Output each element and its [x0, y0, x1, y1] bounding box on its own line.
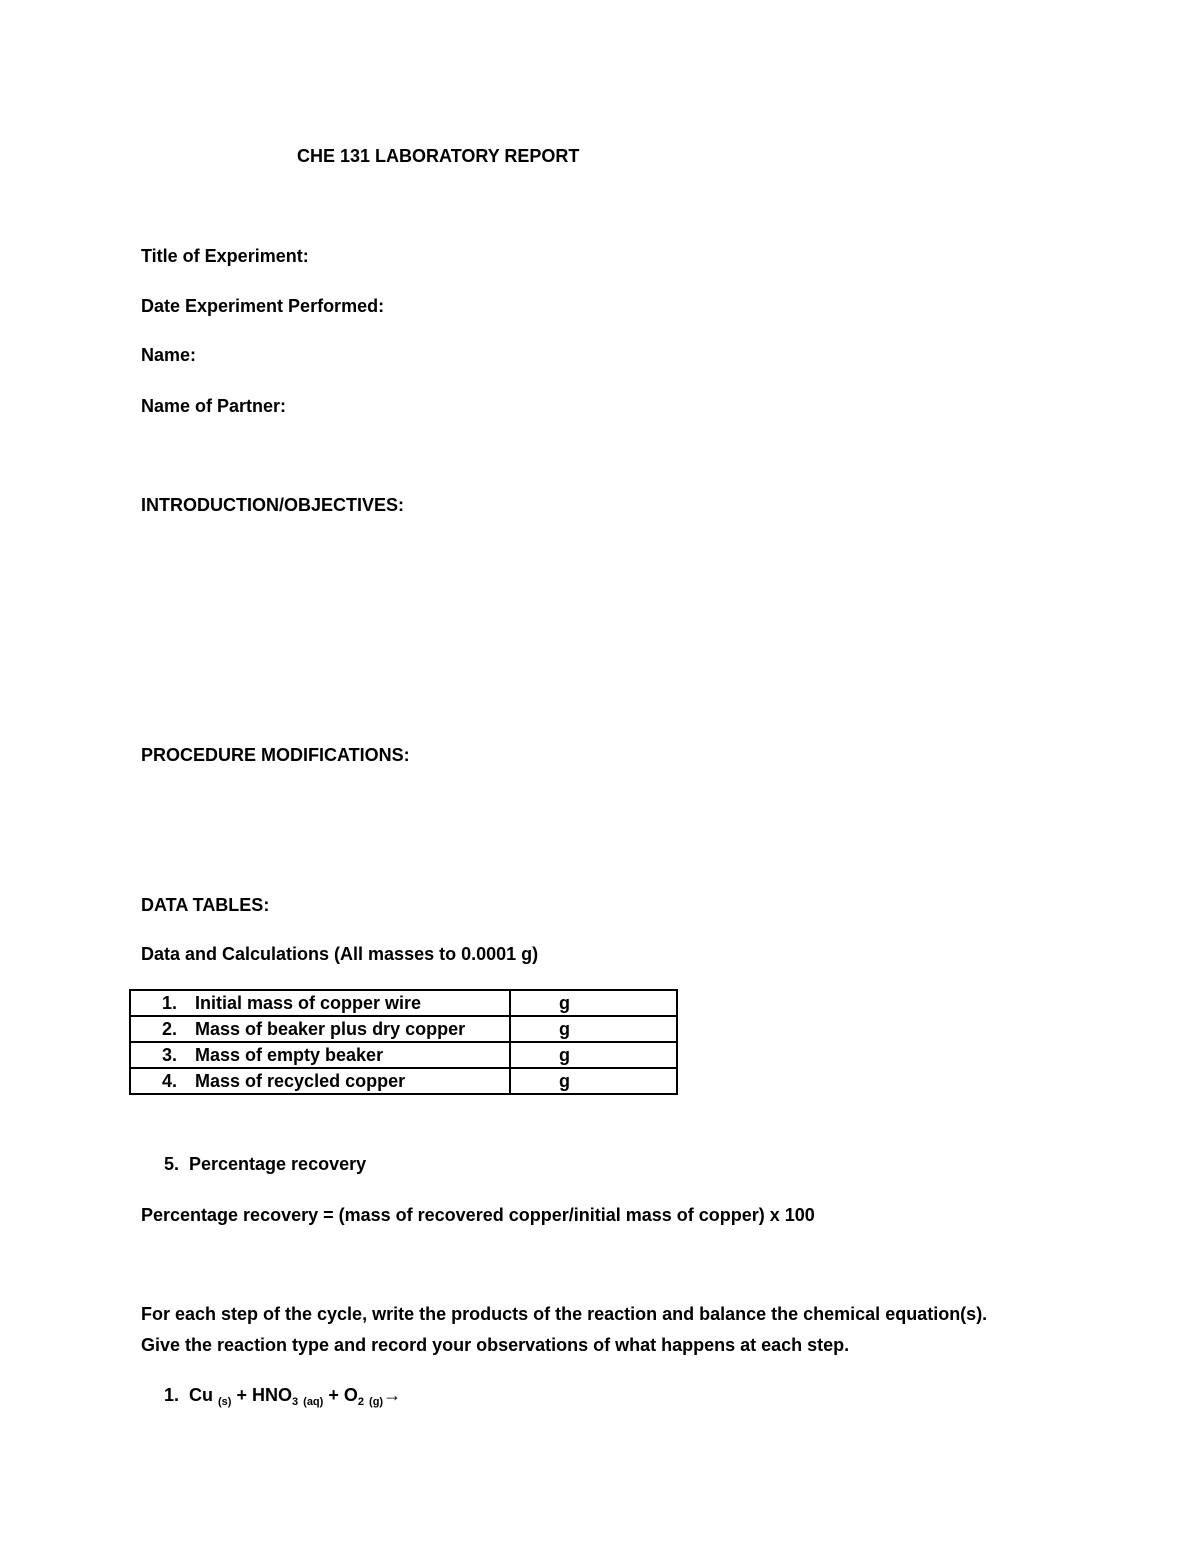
row-unit: g — [510, 1016, 677, 1042]
data-caption: Data and Calculations (All masses to 0.0001 g) — [141, 944, 539, 964]
title-of-experiment-label: Title of Experiment: — [141, 246, 309, 266]
row-unit: g — [510, 1042, 677, 1068]
row-label: Initial mass of copper wire — [195, 993, 422, 1013]
row-label: Mass of beaker plus dry copper — [195, 1019, 466, 1039]
name-label: Name: — [141, 345, 197, 365]
instructions-line-1: For each step of the cycle, write the products of the reaction and balance the chemical equation(s). — [141, 1304, 988, 1324]
row-unit: g — [510, 1068, 677, 1094]
row-unit: g — [510, 990, 677, 1016]
introduction-heading: INTRODUCTION/OBJECTIVES: — [141, 495, 405, 515]
row-number: 3. — [161, 1045, 177, 1065]
plus-sign: + — [236, 1385, 247, 1405]
oxygen-state: (g) — [369, 1396, 384, 1408]
oxygen-subscript: 2 — [357, 1396, 365, 1408]
table-row — [130, 990, 677, 1016]
data-tables-heading: DATA TABLES: — [141, 895, 270, 915]
nitric-acid-subscript: 3 — [292, 1396, 299, 1408]
nitric-acid-formula: HNO — [252, 1385, 293, 1405]
row-number: 2. — [161, 1019, 177, 1039]
percentage-formula: Percentage recovery = (mass of recovered copper/initial mass of copper) x 100 — [141, 1205, 815, 1225]
plus-sign: + — [328, 1385, 339, 1405]
percentage-recovery-item — [129, 1153, 366, 1175]
equation-number: 1. — [163, 1385, 179, 1405]
oxygen-formula: O — [343, 1385, 358, 1405]
mass-data-table — [129, 989, 678, 1095]
reaction-arrow-icon: → — [383, 1385, 402, 1405]
table-row — [130, 1042, 677, 1068]
row-number: 1. — [161, 993, 177, 1013]
nitric-acid-state: (aq) — [303, 1396, 324, 1408]
row-number: 4. — [161, 1071, 177, 1091]
instructions-line-2: Give the reaction type and record your observations of what happens at each step. — [141, 1335, 850, 1355]
procedure-heading: PROCEDURE MODIFICATIONS: — [141, 745, 410, 765]
copper-state: (s) — [218, 1396, 232, 1408]
date-performed-label: Date Experiment Performed: — [141, 296, 385, 316]
table-row — [130, 1068, 677, 1094]
row-label: Mass of recycled copper — [195, 1071, 406, 1091]
partner-name-label: Name of Partner: — [141, 396, 287, 416]
item-label: Percentage recovery — [189, 1154, 367, 1174]
table-row — [130, 1016, 677, 1042]
row-label: Mass of empty beaker — [195, 1045, 384, 1065]
page-title: CHE 131 LABORATORY REPORT — [297, 146, 580, 166]
equation-1 — [129, 1384, 401, 1413]
item-number: 5. — [163, 1154, 179, 1174]
copper-formula: Cu — [189, 1385, 213, 1405]
